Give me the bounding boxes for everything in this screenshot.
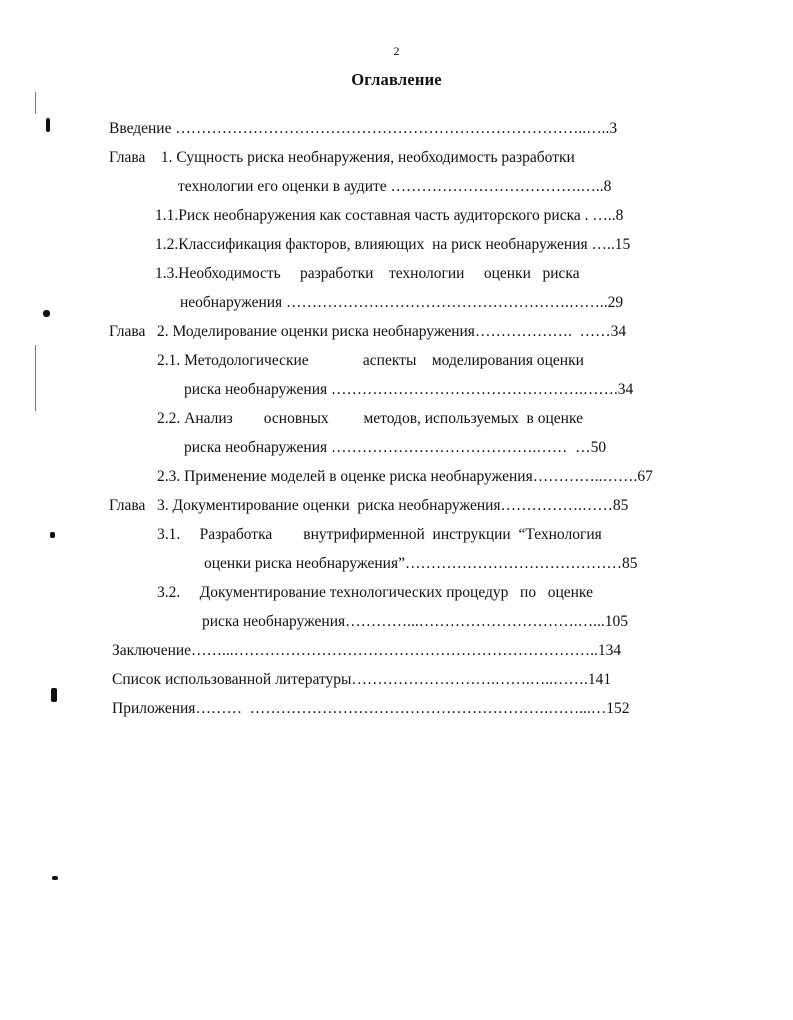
scan-edge-line bbox=[35, 92, 36, 114]
toc-entry-3-2-cont: риска необнаружения…………...………………………….…...105 bbox=[202, 613, 629, 630]
toc-entry-3-1-cont: оценки риска необнаружения”……………………………………85 bbox=[204, 555, 638, 572]
scan-mark bbox=[52, 876, 58, 880]
toc-entry-1-3: 1.3.Необходимость разработки технологии оценки риска bbox=[155, 265, 580, 282]
toc-entry-2-1-cont: риска необнаружения ………………………………………….…….34 bbox=[184, 381, 634, 398]
scan-mark bbox=[46, 118, 50, 132]
scan-mark bbox=[43, 310, 50, 317]
toc-entry-chapter-1: Глава 1. Сущность риска необнаружения, необходимость разработки bbox=[109, 149, 575, 166]
page-title: Оглавление bbox=[351, 70, 442, 89]
toc-entry-1-3-cont: необнаружения ……………………………………………….……..29 bbox=[180, 294, 624, 311]
toc-entry-conclusion: Заключение……...……………………………………………………………..134 bbox=[112, 642, 622, 659]
toc-entry-3-1: 3.1. Разработка внутрифирменной инструкции “Технология bbox=[157, 526, 602, 543]
scan-mark bbox=[50, 532, 55, 538]
scan-edge-line bbox=[35, 345, 36, 411]
toc-entry-chapter-3: Глава 3. Документирование оценки риска необнаружения…………….……85 bbox=[109, 497, 629, 514]
toc-entry-1-1: 1.1.Риск необнаружения как составная часть аудиторского риска . …..8 bbox=[155, 207, 624, 224]
toc-entry-references: Список использованной литературы……………………….…….…..…….141 bbox=[112, 671, 612, 688]
toc-entry-3-2: 3.2. Документирование технологических процедур по оценке bbox=[157, 584, 593, 601]
toc-entry-appendices: Приложения……… ………………………………………………….……...…152 bbox=[112, 700, 630, 717]
toc-entry-2-1: 2.1. Методологические аспекты моделирования оценки bbox=[157, 352, 584, 369]
toc-entry-chapter-2: Глава 2. Моделирование оценки риска необнаружения………………. ……34 bbox=[109, 323, 627, 340]
scan-mark bbox=[51, 688, 57, 702]
page-number: 2 bbox=[393, 44, 400, 58]
toc-entry-2-2-cont: риска необнаружения ………………………………….…… …50 bbox=[184, 439, 607, 456]
toc-entry-2-3: 2.3. Применение моделей в оценке риска необнаружения…………..…….67 bbox=[157, 468, 653, 485]
toc-entry-2-2: 2.2. Анализ основных методов, используемых в оценке bbox=[157, 410, 583, 427]
toc-entry-1-2: 1.2.Классификация факторов, влияющих на риск необнаружения …..15 bbox=[155, 236, 631, 253]
toc-entry-introduction: Введение ……………………………………………………………………..…..3 bbox=[109, 120, 618, 137]
toc-entry-chapter-1-cont: технологии его оценки в аудите ……………………………….…..8 bbox=[178, 178, 612, 195]
